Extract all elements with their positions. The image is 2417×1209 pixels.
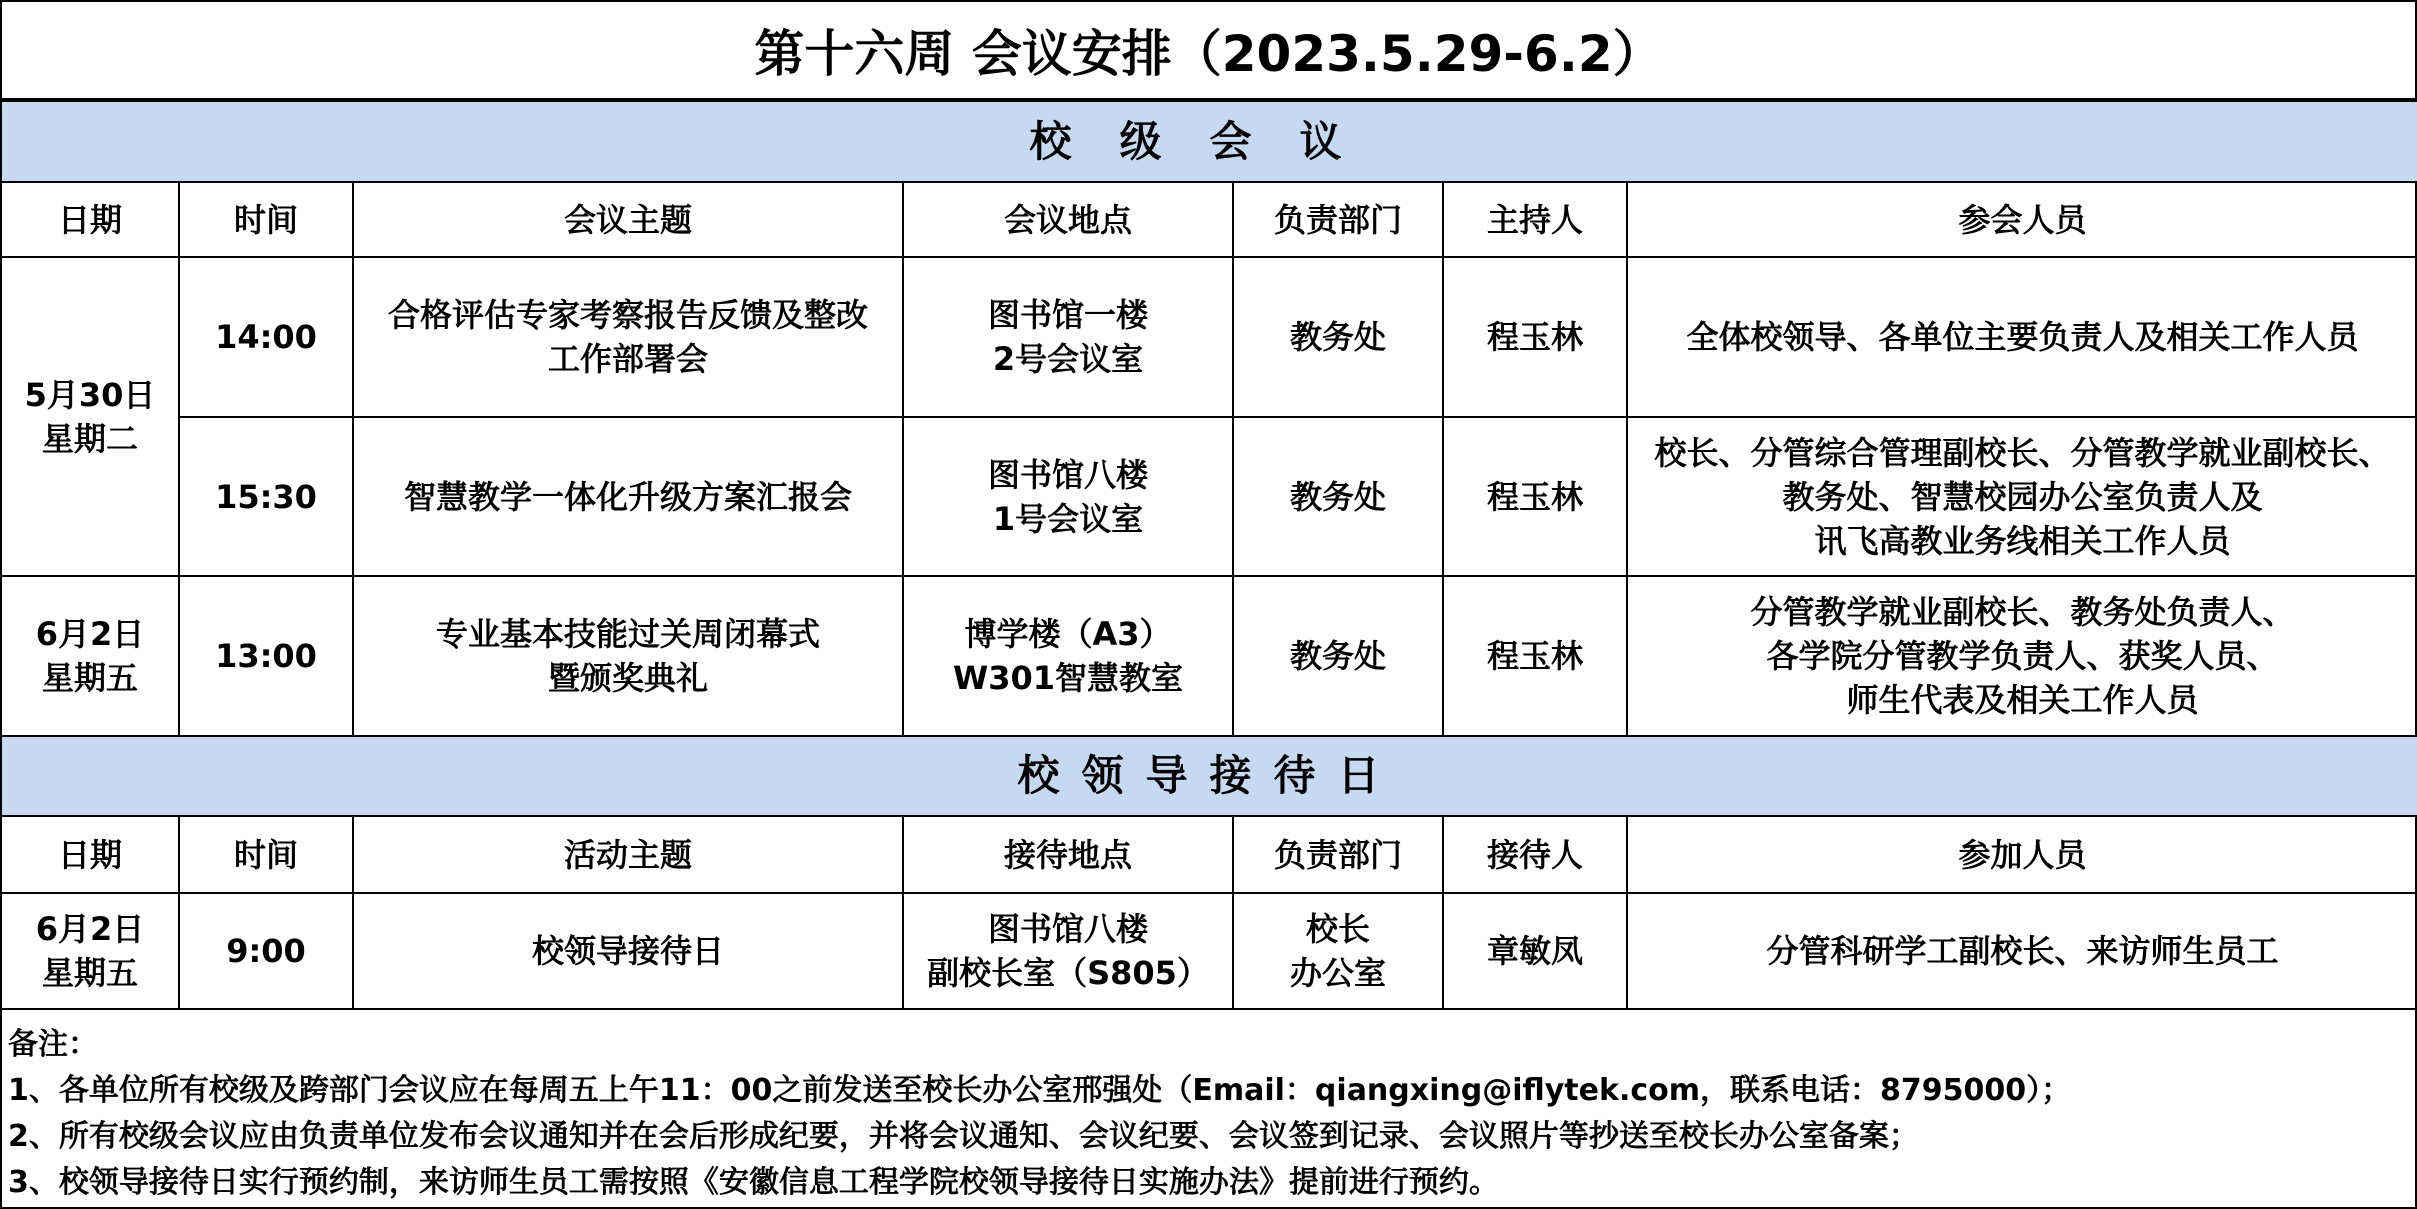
meeting-attendees: 全体校领导、各单位主要负责人及相关工作人员 xyxy=(1627,257,2417,417)
reception-header-row xyxy=(1,816,2417,893)
notes-label: 备注： xyxy=(8,1027,98,1062)
table-row xyxy=(1,417,2417,576)
table-row xyxy=(1,576,2417,736)
header-receiver: 接待人 xyxy=(1443,816,1627,893)
table-row xyxy=(1,893,2417,1009)
meeting-location: 图书馆一楼 2号会议室 xyxy=(903,257,1233,417)
meeting-host: 程玉林 xyxy=(1443,576,1627,736)
meeting-dept: 教务处 xyxy=(1233,576,1443,736)
school-meetings-heading: 校级会议 xyxy=(1,101,2417,182)
meeting-time: 13:00 xyxy=(179,576,353,736)
header-dept: 负责部门 xyxy=(1233,182,1443,257)
schedule-table xyxy=(0,100,2417,1010)
note-item: 3、校领导接待日实行预约制，来访师生员工需按照《安徽信息工程学院校领导接待日实施办法》提前进行预约。 xyxy=(8,1165,1499,1200)
meeting-topic: 智慧教学一体化升级方案汇报会 xyxy=(353,417,903,576)
header-date: 日期 xyxy=(1,182,179,257)
school-meetings-header-row xyxy=(1,182,2417,257)
notes-section xyxy=(2,1010,2415,1206)
reception-dept: 校长 办公室 xyxy=(1233,893,1443,1009)
note-item: 1、各单位所有校级及跨部门会议应在每周五上午11：00之前发送至校长办公室邢强处（Email：qiangxing@iflytek.com，联系电话：8795000）； xyxy=(8,1073,2072,1108)
meeting-topic: 专业基本技能过关周闭幕式 暨颁奖典礼 xyxy=(353,576,903,736)
reception-band xyxy=(1,736,2417,816)
header-host: 主持人 xyxy=(1443,182,1627,257)
header-time: 时间 xyxy=(179,182,353,257)
meeting-location: 博学楼（A3） W301智慧教室 xyxy=(903,576,1233,736)
header-dept: 负责部门 xyxy=(1233,816,1443,893)
page-title: 第十六周 会议安排（2023.5.29-6.2） xyxy=(2,2,2415,100)
reception-heading: 校领导接待日 xyxy=(1,736,2417,816)
meeting-host: 程玉林 xyxy=(1443,257,1627,417)
meeting-host: 程玉林 xyxy=(1443,417,1627,576)
header-location: 会议地点 xyxy=(903,182,1233,257)
reception-location: 图书馆八楼 副校长室（S805） xyxy=(903,893,1233,1009)
meeting-attendees: 分管教学就业副校长、教务处负责人、 各学院分管教学负责人、获奖人员、 师生代表及相关工作人员 xyxy=(1627,576,2417,736)
header-reception-location: 接待地点 xyxy=(903,816,1233,893)
meeting-date: 6月2日 星期五 xyxy=(1,576,179,736)
header-attendees: 参会人员 xyxy=(1627,182,2417,257)
reception-participants: 分管科研学工副校长、来访师生员工 xyxy=(1627,893,2417,1009)
meeting-attendees: 校长、分管综合管理副校长、分管教学就业副校长、 教务处、智慧校园办公室负责人及 讯飞高教业务线相关工作人员 xyxy=(1627,417,2417,576)
note-item: 2、所有校级会议应由负责单位发布会议通知并在会后形成纪要，并将会议通知、会议纪要、会议签到记录、会议照片等抄送至校长办公室备案； xyxy=(8,1119,1919,1154)
meeting-time: 15:30 xyxy=(179,417,353,576)
header-topic: 会议主题 xyxy=(353,182,903,257)
meeting-dept: 教务处 xyxy=(1233,257,1443,417)
header-date: 日期 xyxy=(1,816,179,893)
school-meetings-band xyxy=(1,101,2417,182)
reception-topic: 校领导接待日 xyxy=(353,893,903,1009)
meeting-date: 5月30日 星期二 xyxy=(1,257,179,576)
reception-date: 6月2日 星期五 xyxy=(1,893,179,1009)
meeting-location: 图书馆八楼 1号会议室 xyxy=(903,417,1233,576)
header-time: 时间 xyxy=(179,816,353,893)
meeting-time: 14:00 xyxy=(179,257,353,417)
header-activity: 活动主题 xyxy=(353,816,903,893)
table-row xyxy=(1,257,2417,417)
meeting-dept: 教务处 xyxy=(1233,417,1443,576)
reception-host: 章敏凤 xyxy=(1443,893,1627,1009)
header-participants: 参加人员 xyxy=(1627,816,2417,893)
reception-time: 9:00 xyxy=(179,893,353,1009)
meeting-topic: 合格评估专家考察报告反馈及整改 工作部署会 xyxy=(353,257,903,417)
